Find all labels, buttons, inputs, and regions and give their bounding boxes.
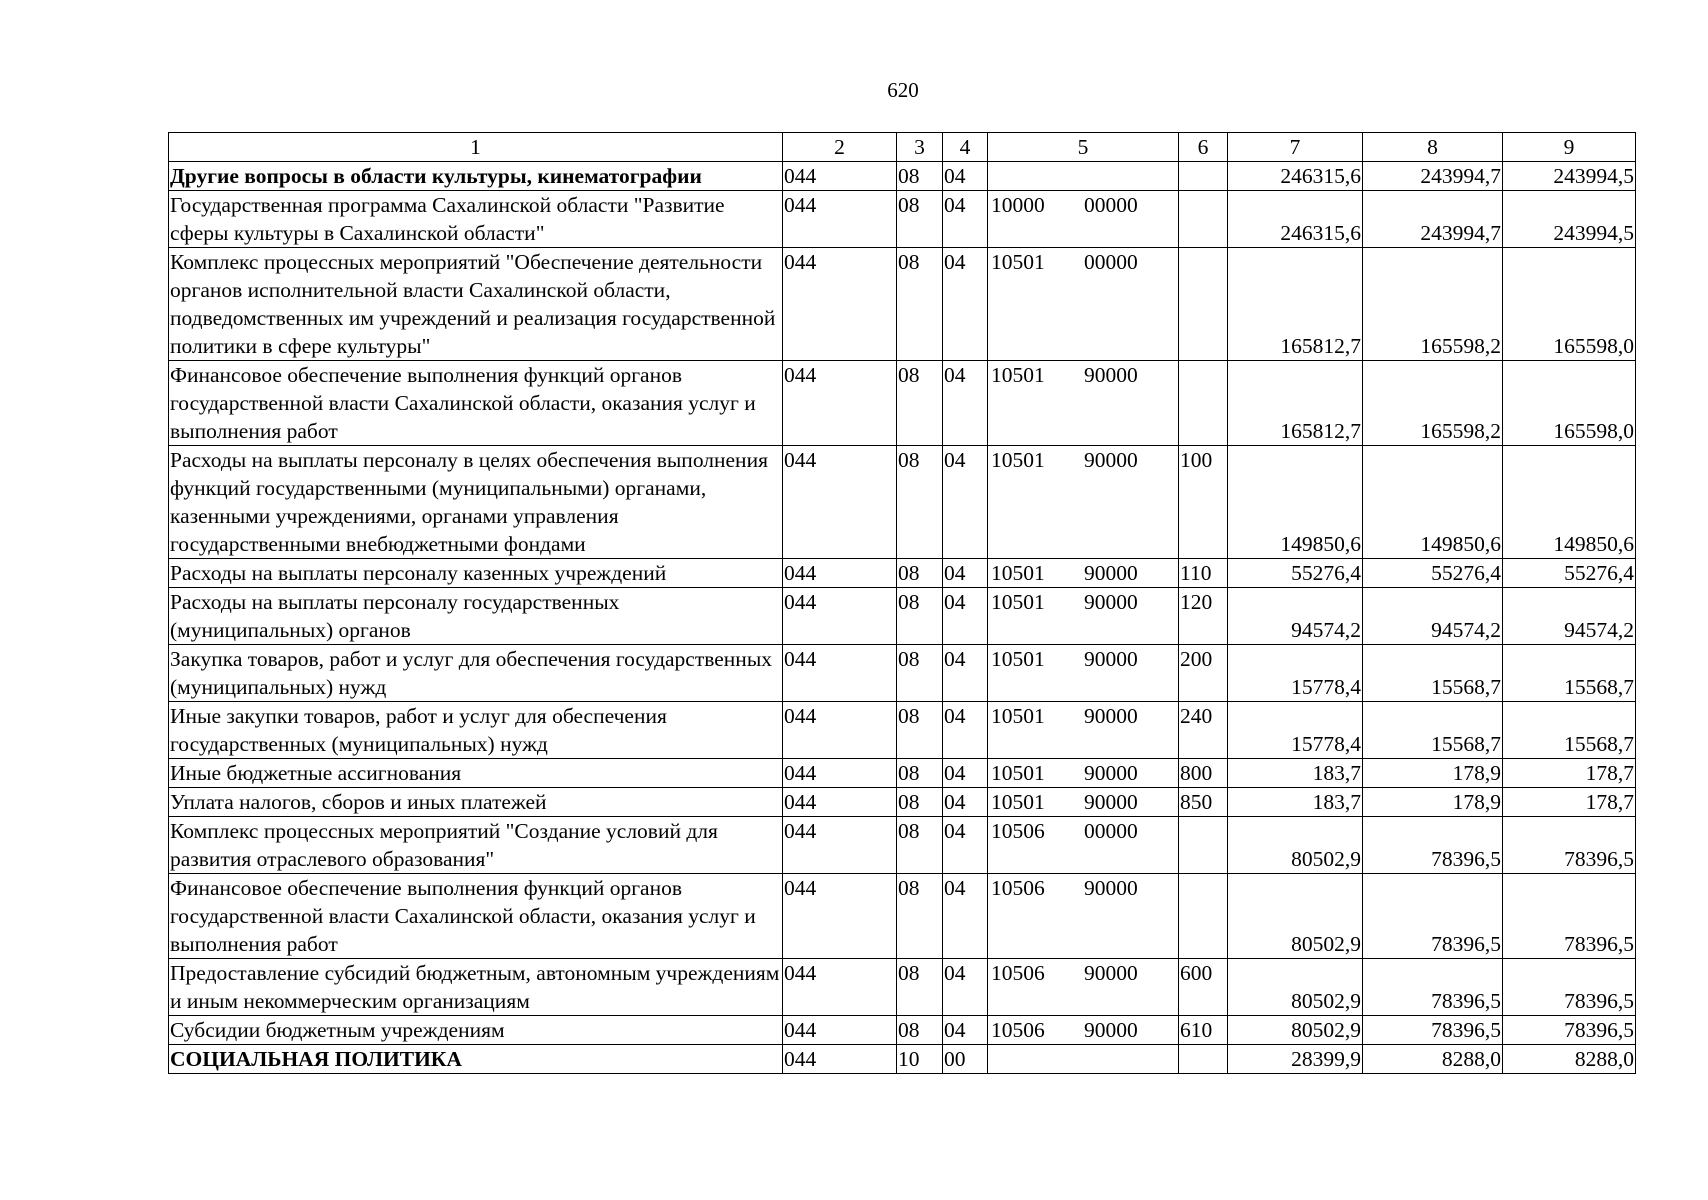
amount-col7-cell: 246315,6 bbox=[1228, 191, 1363, 248]
table-row bbox=[169, 645, 1636, 702]
section-code-cell: 10 bbox=[897, 1045, 943, 1074]
amount-col9-cell: 178,7 bbox=[1503, 788, 1636, 817]
expense-type-cell bbox=[1179, 162, 1228, 191]
table-row bbox=[169, 559, 1636, 588]
ministry-code-cell: 044 bbox=[783, 817, 897, 874]
amount-col7-cell: 80502,9 bbox=[1228, 959, 1363, 1016]
header-cell-4: 4 bbox=[943, 133, 988, 162]
target-article-direction-code: 90000 bbox=[1084, 590, 1138, 614]
section-code-cell: 08 bbox=[897, 702, 943, 759]
amount-col8-cell: 243994,7 bbox=[1363, 191, 1503, 248]
subsection-code-cell: 04 bbox=[943, 248, 988, 361]
table-row bbox=[169, 191, 1636, 248]
amount-col9-cell: 243994,5 bbox=[1503, 191, 1636, 248]
expense-name-cell: Другие вопросы в области культуры, кинематографии bbox=[169, 162, 783, 191]
amount-col9-cell: 165598,0 bbox=[1503, 248, 1636, 361]
target-article-direction-code: 90000 bbox=[1084, 876, 1138, 900]
expense-type-cell: 120 bbox=[1179, 588, 1228, 645]
target-article-direction-code: 00000 bbox=[1084, 819, 1138, 843]
amount-col8-cell: 15568,7 bbox=[1363, 702, 1503, 759]
budget-table bbox=[168, 132, 1636, 1074]
target-article-direction-code: 90000 bbox=[1084, 1018, 1138, 1042]
amount-col9-cell: 15568,7 bbox=[1503, 702, 1636, 759]
ministry-code-cell: 044 bbox=[783, 645, 897, 702]
target-article-direction-code: 90000 bbox=[1084, 704, 1138, 728]
amount-col8-cell: 78396,5 bbox=[1363, 1016, 1503, 1045]
amount-col7-cell: 80502,9 bbox=[1228, 1016, 1363, 1045]
ministry-code-cell: 044 bbox=[783, 559, 897, 588]
amount-col9-cell: 78396,5 bbox=[1503, 817, 1636, 874]
amount-col8-cell: 165598,2 bbox=[1363, 248, 1503, 361]
amount-col7-cell: 80502,9 bbox=[1228, 874, 1363, 959]
amount-col9-cell: 78396,5 bbox=[1503, 1016, 1636, 1045]
target-article-cell bbox=[988, 1016, 1179, 1045]
expense-name-cell: Иные бюджетные ассигнования bbox=[169, 759, 783, 788]
header-cell-3: 3 bbox=[897, 133, 943, 162]
amount-col9-cell: 165598,0 bbox=[1503, 361, 1636, 446]
expense-type-cell: 200 bbox=[1179, 645, 1228, 702]
target-article-direction-code: 90000 bbox=[1084, 448, 1138, 472]
expense-name-cell: Расходы на выплаты персоналу государственных (муниципальных) органов bbox=[169, 588, 783, 645]
ministry-code-cell: 044 bbox=[783, 361, 897, 446]
table-row bbox=[169, 588, 1636, 645]
target-article-program-code: 10000 bbox=[991, 193, 1045, 217]
header-cell-1: 1 bbox=[169, 133, 783, 162]
target-article-program-code: 10501 bbox=[991, 363, 1045, 387]
amount-col9-cell: 243994,5 bbox=[1503, 162, 1636, 191]
header-cell-9: 9 bbox=[1503, 133, 1636, 162]
amount-col8-cell: 55276,4 bbox=[1363, 559, 1503, 588]
amount-col8-cell: 178,9 bbox=[1363, 759, 1503, 788]
target-article-direction-code: 90000 bbox=[1084, 761, 1138, 785]
header-cell-8: 8 bbox=[1363, 133, 1503, 162]
subsection-code-cell: 04 bbox=[943, 361, 988, 446]
amount-col8-cell: 15568,7 bbox=[1363, 645, 1503, 702]
amount-col9-cell: 78396,5 bbox=[1503, 874, 1636, 959]
target-article-program-code: 10506 bbox=[991, 819, 1045, 843]
amount-col9-cell: 178,7 bbox=[1503, 759, 1636, 788]
expense-type-cell bbox=[1179, 248, 1228, 361]
ministry-code-cell: 044 bbox=[783, 1016, 897, 1045]
amount-col7-cell: 149850,6 bbox=[1228, 446, 1363, 559]
section-code-cell: 08 bbox=[897, 191, 943, 248]
target-article-cell bbox=[988, 559, 1179, 588]
column-number-header-row bbox=[169, 133, 1636, 162]
target-article-direction-code: 90000 bbox=[1084, 363, 1138, 387]
ministry-code-cell: 044 bbox=[783, 446, 897, 559]
amount-col7-cell: 15778,4 bbox=[1228, 645, 1363, 702]
target-article-cell bbox=[988, 788, 1179, 817]
ministry-code-cell: 044 bbox=[783, 788, 897, 817]
subsection-code-cell: 04 bbox=[943, 817, 988, 874]
table-row bbox=[169, 874, 1636, 959]
table-row bbox=[169, 788, 1636, 817]
amount-col8-cell: 78396,5 bbox=[1363, 817, 1503, 874]
expense-name-cell: Государственная программа Сахалинской области "Развитие сферы культуры в Сахалинской области" bbox=[169, 191, 783, 248]
amount-col7-cell: 55276,4 bbox=[1228, 559, 1363, 588]
table-row bbox=[169, 162, 1636, 191]
target-article-cell bbox=[988, 361, 1179, 446]
section-code-cell: 08 bbox=[897, 162, 943, 191]
expense-type-cell: 850 bbox=[1179, 788, 1228, 817]
header-cell-7: 7 bbox=[1228, 133, 1363, 162]
amount-col8-cell: 78396,5 bbox=[1363, 874, 1503, 959]
table-row bbox=[169, 1045, 1636, 1074]
ministry-code-cell: 044 bbox=[783, 191, 897, 248]
amount-col9-cell: 55276,4 bbox=[1503, 559, 1636, 588]
amount-col9-cell: 94574,2 bbox=[1503, 588, 1636, 645]
header-cell-2: 2 bbox=[783, 133, 897, 162]
amount-col7-cell: 28399,9 bbox=[1228, 1045, 1363, 1074]
subsection-code-cell: 04 bbox=[943, 1016, 988, 1045]
section-code-cell: 08 bbox=[897, 361, 943, 446]
target-article-program-code: 10506 bbox=[991, 876, 1045, 900]
subsection-code-cell: 04 bbox=[943, 559, 988, 588]
header-cell-5: 5 bbox=[988, 133, 1179, 162]
amount-col7-cell: 94574,2 bbox=[1228, 588, 1363, 645]
section-code-cell: 08 bbox=[897, 1016, 943, 1045]
section-code-cell: 08 bbox=[897, 874, 943, 959]
subsection-code-cell: 04 bbox=[943, 874, 988, 959]
amount-col7-cell: 183,7 bbox=[1228, 759, 1363, 788]
amount-col9-cell: 8288,0 bbox=[1503, 1045, 1636, 1074]
target-article-cell bbox=[988, 588, 1179, 645]
section-code-cell: 08 bbox=[897, 588, 943, 645]
expense-type-cell: 610 bbox=[1179, 1016, 1228, 1045]
subsection-code-cell: 04 bbox=[943, 446, 988, 559]
amount-col8-cell: 94574,2 bbox=[1363, 588, 1503, 645]
target-article-direction-code: 90000 bbox=[1084, 647, 1138, 671]
target-article-cell bbox=[988, 645, 1179, 702]
amount-col9-cell: 149850,6 bbox=[1503, 446, 1636, 559]
section-code-cell: 08 bbox=[897, 788, 943, 817]
amount-col8-cell: 78396,5 bbox=[1363, 959, 1503, 1016]
subsection-code-cell: 04 bbox=[943, 959, 988, 1016]
subsection-code-cell: 04 bbox=[943, 788, 988, 817]
amount-col9-cell: 78396,5 bbox=[1503, 959, 1636, 1016]
target-article-program-code: 10501 bbox=[991, 561, 1045, 585]
expense-name-cell: Закупка товаров, работ и услуг для обеспечения государственных (муниципальных) нужд bbox=[169, 645, 783, 702]
section-code-cell: 08 bbox=[897, 817, 943, 874]
target-article-cell bbox=[988, 248, 1179, 361]
amount-col8-cell: 165598,2 bbox=[1363, 361, 1503, 446]
subsection-code-cell: 00 bbox=[943, 1045, 988, 1074]
table-row bbox=[169, 817, 1636, 874]
expense-name-cell: Комплекс процессных мероприятий "Создание условий для развития отраслевого образования" bbox=[169, 817, 783, 874]
expense-name-cell: Расходы на выплаты персоналу казенных учреждений bbox=[169, 559, 783, 588]
amount-col7-cell: 80502,9 bbox=[1228, 817, 1363, 874]
expense-type-cell bbox=[1179, 1045, 1228, 1074]
ministry-code-cell: 044 bbox=[783, 162, 897, 191]
target-article-cell bbox=[988, 959, 1179, 1016]
target-article-cell bbox=[988, 446, 1179, 559]
section-code-cell: 08 bbox=[897, 248, 943, 361]
subsection-code-cell: 04 bbox=[943, 162, 988, 191]
subsection-code-cell: 04 bbox=[943, 645, 988, 702]
section-code-cell: 08 bbox=[897, 446, 943, 559]
target-article-program-code: 10506 bbox=[991, 961, 1045, 985]
amount-col8-cell: 149850,6 bbox=[1363, 446, 1503, 559]
target-article-cell bbox=[988, 162, 1179, 191]
target-article-cell bbox=[988, 702, 1179, 759]
section-code-cell: 08 bbox=[897, 759, 943, 788]
target-article-direction-code: 00000 bbox=[1084, 193, 1138, 217]
target-article-direction-code: 90000 bbox=[1084, 790, 1138, 814]
target-article-program-code: 10501 bbox=[991, 590, 1045, 614]
target-article-direction-code: 00000 bbox=[1084, 250, 1138, 274]
expense-type-cell: 800 bbox=[1179, 759, 1228, 788]
subsection-code-cell: 04 bbox=[943, 588, 988, 645]
ministry-code-cell: 044 bbox=[783, 1045, 897, 1074]
page-number: 620 bbox=[887, 78, 919, 102]
amount-col9-cell: 15568,7 bbox=[1503, 645, 1636, 702]
expense-name-cell: Субсидии бюджетным учреждениям bbox=[169, 1016, 783, 1045]
expense-type-cell: 100 bbox=[1179, 446, 1228, 559]
expense-name-cell: Иные закупки товаров, работ и услуг для обеспечения государственных (муниципальных) нужд bbox=[169, 702, 783, 759]
target-article-direction-code: 90000 bbox=[1084, 961, 1138, 985]
target-article-program-code: 10506 bbox=[991, 1018, 1045, 1042]
expense-type-cell: 240 bbox=[1179, 702, 1228, 759]
target-article-program-code: 10501 bbox=[991, 761, 1045, 785]
target-article-program-code: 10501 bbox=[991, 647, 1045, 671]
table-row bbox=[169, 959, 1636, 1016]
amount-col7-cell: 15778,4 bbox=[1228, 702, 1363, 759]
expense-name-cell: Финансовое обеспечение выполнения функций органов государственной власти Сахалинской области, оказания услуг и выполнения работ bbox=[169, 874, 783, 959]
amount-col7-cell: 246315,6 bbox=[1228, 162, 1363, 191]
target-article-cell bbox=[988, 191, 1179, 248]
expense-type-cell: 110 bbox=[1179, 559, 1228, 588]
subsection-code-cell: 04 bbox=[943, 702, 988, 759]
target-article-program-code: 10501 bbox=[991, 704, 1045, 728]
table-row bbox=[169, 759, 1636, 788]
ministry-code-cell: 044 bbox=[783, 959, 897, 1016]
table-row bbox=[169, 702, 1636, 759]
ministry-code-cell: 044 bbox=[783, 702, 897, 759]
target-article-cell bbox=[988, 874, 1179, 959]
target-article-program-code: 10501 bbox=[991, 448, 1045, 472]
ministry-code-cell: 044 bbox=[783, 874, 897, 959]
amount-col7-cell: 183,7 bbox=[1228, 788, 1363, 817]
expense-name-cell: Расходы на выплаты персоналу в целях обеспечения выполнения функций государственными (муниципальными) органами, казенными учреждениями, органами управления государственными внебюджетными фондами bbox=[169, 446, 783, 559]
subsection-code-cell: 04 bbox=[943, 759, 988, 788]
target-article-direction-code: 90000 bbox=[1084, 561, 1138, 585]
header-cell-6: 6 bbox=[1179, 133, 1228, 162]
amount-col8-cell: 243994,7 bbox=[1363, 162, 1503, 191]
section-code-cell: 08 bbox=[897, 559, 943, 588]
table-row bbox=[169, 361, 1636, 446]
target-article-cell bbox=[988, 759, 1179, 788]
ministry-code-cell: 044 bbox=[783, 248, 897, 361]
ministry-code-cell: 044 bbox=[783, 759, 897, 788]
expense-type-cell bbox=[1179, 817, 1228, 874]
section-code-cell: 08 bbox=[897, 645, 943, 702]
expense-name-cell: Уплата налогов, сборов и иных платежей bbox=[169, 788, 783, 817]
amount-col7-cell: 165812,7 bbox=[1228, 361, 1363, 446]
ministry-code-cell: 044 bbox=[783, 588, 897, 645]
subsection-code-cell: 04 bbox=[943, 191, 988, 248]
amount-col8-cell: 8288,0 bbox=[1363, 1045, 1503, 1074]
expense-name-cell: Предоставление субсидий бюджетным, автономным учреждениям и иным некоммерческим организациям bbox=[169, 959, 783, 1016]
expense-name-cell: СОЦИАЛЬНАЯ ПОЛИТИКА bbox=[169, 1045, 783, 1074]
expense-type-cell bbox=[1179, 874, 1228, 959]
amount-col7-cell: 165812,7 bbox=[1228, 248, 1363, 361]
target-article-program-code: 10501 bbox=[991, 790, 1045, 814]
expense-name-cell: Комплекс процессных мероприятий "Обеспечение деятельности органов исполнительной власти Сахалинской области, подведомственных им учреждений и реализация государственной политики в сфере культуры" bbox=[169, 248, 783, 361]
expense-type-cell bbox=[1179, 191, 1228, 248]
expense-type-cell: 600 bbox=[1179, 959, 1228, 1016]
table-row bbox=[169, 446, 1636, 559]
table-row bbox=[169, 248, 1636, 361]
target-article-program-code: 10501 bbox=[991, 250, 1045, 274]
target-article-cell bbox=[988, 817, 1179, 874]
expense-name-cell: Финансовое обеспечение выполнения функций органов государственной власти Сахалинской области, оказания услуг и выполнения работ bbox=[169, 361, 783, 446]
section-code-cell: 08 bbox=[897, 959, 943, 1016]
expense-type-cell bbox=[1179, 361, 1228, 446]
target-article-cell bbox=[988, 1045, 1179, 1074]
table-row bbox=[169, 1016, 1636, 1045]
amount-col8-cell: 178,9 bbox=[1363, 788, 1503, 817]
